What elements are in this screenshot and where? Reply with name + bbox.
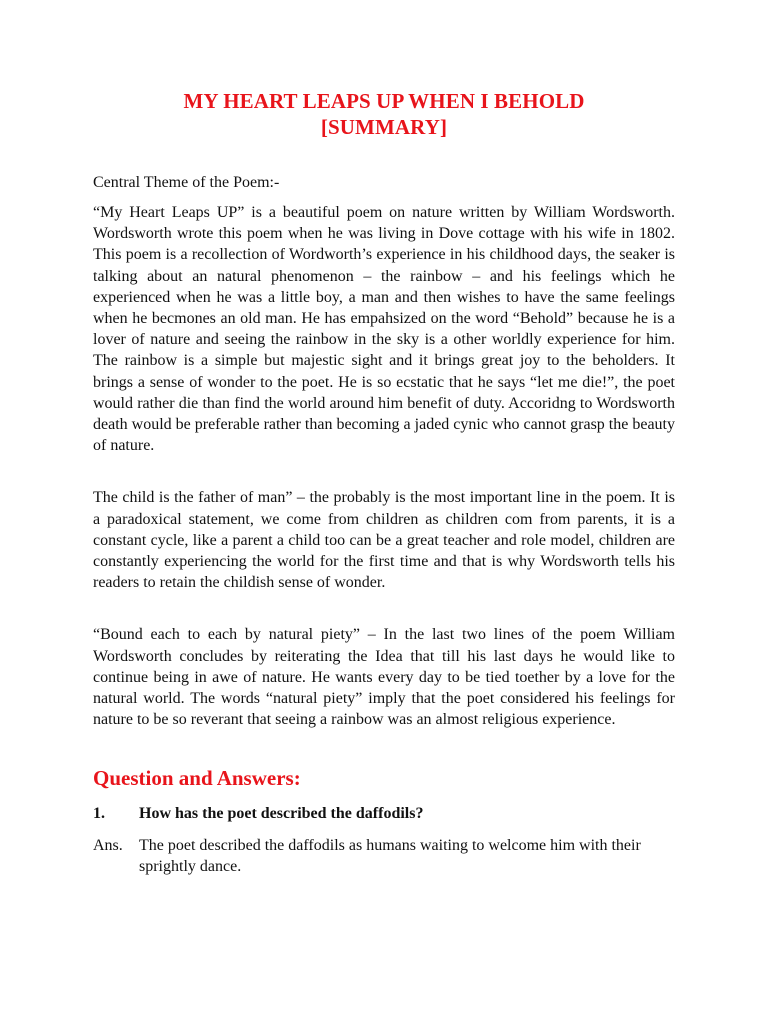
paragraph-natural-piety: “Bound each to each by natural piety” – In the last two lines of the poem William Wordsworth concludes by reiterating the Idea that till his last days he would like to continue being in awe of nature. He wants every day to be tied toether by a love for the natural world. The words “natural piety” imply that the poet considered his feelings for nature to be so reverant that seeing a rainbow was an almost religious experience. (93, 626, 675, 729)
paragraph-child-father: The child is the father of man” – the probably is the most important line in the poem. It is a paradoxical statement, we come from children as children com from parents, it is a constant cycle, like a parent a child too can be a great teacher and role model, children are constantly experiencing the world for the first time and that is why Wordsworth tells his readers to retain the childish sense of wonder. (93, 489, 675, 592)
question-item (93, 803, 675, 824)
answer-item (93, 835, 675, 877)
title-line-2: [SUMMARY] (320, 115, 448, 139)
question-number: 1. (93, 805, 105, 823)
answer-label: Ans. (93, 837, 123, 855)
document-title (93, 88, 675, 140)
paragraph-summary: “My Heart Leaps UP” is a beautiful poem on nature written by William Wordsworth. Wordsworth wrote this poem when he was living in Dove cottage with his wife in 1802. This poem is a recollection of Wordworth’s experience in his childhood days, the seaker is talking about an natural phenomenon – the rainbow – and his feelings which he experienced when he was a little boy, a man and then wishes to have the same feelings when he becmones an old man. He has empahsized on the word “Behold” because he is a lover of nature and seeing the rainbow in the sky is a other worldly experience for him. The rainbow is a simple but majestic sight and it brings great joy to the beholders. It brings a sense of wonder to the poet. He is so ecstatic that he says “let me die!”, the poet would rather die than find the world around him benefit of duty. Accoridng to Wordsworth death would be preferable rather than becoming a jaded cynic who cannot grasp the beauty of nature. (93, 204, 675, 455)
central-theme-label: Central Theme of the Poem:- (93, 174, 280, 191)
question-text: How has the poet described the daffodils? (139, 805, 424, 823)
title-line-1: MY HEART LEAPS UP WHEN I BEHOLD (183, 89, 585, 113)
qa-heading: Question and Answers: (93, 766, 301, 791)
answer-text: The poet described the daffodils as humans waiting to welcome him with their sprightly dance. (139, 837, 641, 876)
